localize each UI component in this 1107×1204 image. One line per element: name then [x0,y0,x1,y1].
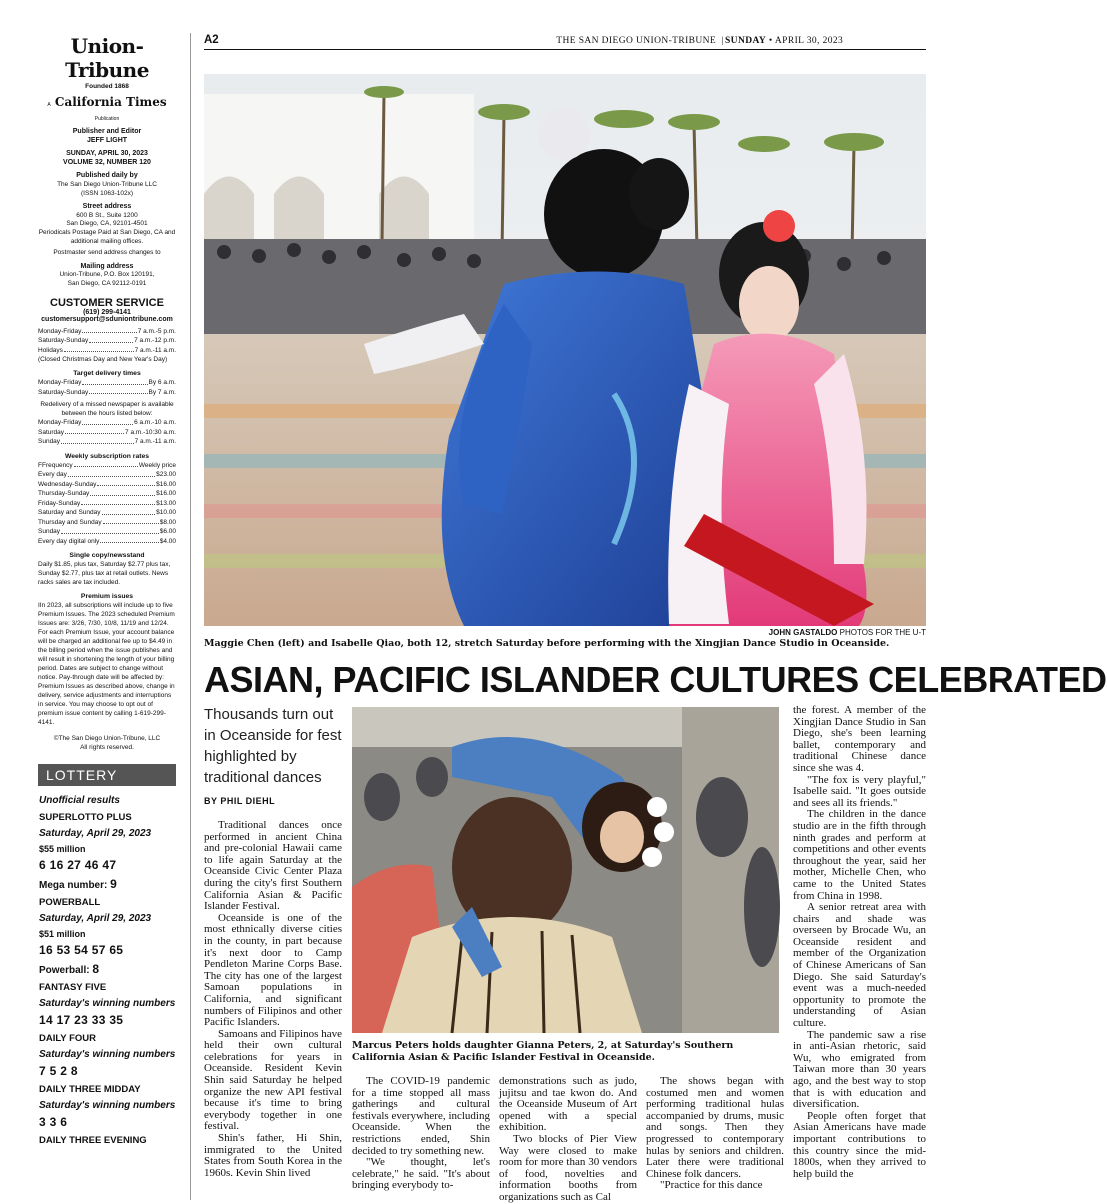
masthead-logo: Union-Tribune [65,34,149,82]
fantasy-five-date: Saturday's winning numbers [39,998,176,1009]
rate-row: Wednesday-Sunday $16.00 [38,480,176,488]
article-column-3 [499,1075,637,1203]
main-photo [204,74,926,626]
superlotto-prize: $55 million [39,844,86,854]
column-divider [190,33,191,1200]
published-by-block: Published daily by The San Diego Union-Tribune LLC (ISSN 1063-102x) [57,172,157,197]
lottery-title: LOTTERY [38,764,176,786]
paragraph: Samoans and Filipinos have held their own cultural celebrations for years in Oceanside. Resident Kevin Shin said Saturday he helped organize the new API festival because it's time to bring everybody together in one festival. [204,1027,342,1133]
superlotto-mega: Mega number: 9 [39,877,117,891]
article-column-1 [204,820,342,1200]
paragraph: The COVID-19 pandemic for a time stopped all mass gatherings and cultural festivals everywhere, including Oceanside. When the restrictions ended, Shin decided to try something new. [352,1075,490,1157]
page-header [204,34,926,50]
rates-title: Weekly subscription rates [64,452,150,460]
hours-row: Saturday-Sunday 7 a.m.-12 p.m. [38,337,176,344]
paragraph: demonstrations such as judo, jujitsu and tae kwon do. And the Oceanside Museum of Art opened with a special exhibition. [499,1075,637,1134]
superlotto-numbers: 6 16 27 46 47 [39,858,117,872]
paragraph: Shin's father, Hi Shin, immigrated to the United States from South Korea in the 1960s. Kevin Shin lived [204,1132,342,1179]
publisher-block: Publisher and Editor JEFF LIGHT [72,128,142,144]
paragraph: A senior retreat area with chairs and shade was overseen by Brocade Wu, an Oceanside resident and member of the Organization of Chinese Americans of San Diego. She said Saturday's event was a much-needed opportunity to promote the understanding of Asian culture. [793,901,926,1030]
secondary-photo-caption: Marcus Peters holds daughter Gianna Peters, 2, at Saturday's Southern California Asian & Pacific Islander Festival in Oceanside. [352,1040,734,1063]
paragraph: The pandemic saw a rise in anti-Asian rhetoric, said Wu, who emigrated from Taiwan more than 30 years ago, and the best way to stop that is with education and diversification. [793,1028,926,1111]
founded-line: Founded 1868 [85,83,129,90]
daily-four-numbers: 7 5 2 8 [39,1064,78,1078]
rate-row: Every day digital only $4.00 [38,537,176,545]
lottery-results [38,795,176,1146]
rate-row: Saturday and Sunday $10.00 [38,509,176,516]
fantasy-five-name: FANTASY FIVE [39,982,107,993]
redelivery-note: Redelivery of a missed newspaper is available between the hours listed below: [40,401,174,417]
rate-row: Every day $23.00 [38,471,176,478]
article-headline: ASIAN, PACIFIC ISLANDER CULTURES CELEBRATED [204,659,1107,700]
rate-row: FFrequency Weekly price [38,461,176,469]
page-number: A2 [204,34,219,46]
rate-row: Thursday and Sunday $8.00 [38,518,176,526]
paragraph: the forest. A member of the Xingjian Dance Studio in San Diego, she's been learning ballet, contemporary and traditional Chinese dance since she was 4. [793,704,926,774]
publication-date: SUNDAY • APRIL 30, 2023 [725,36,844,46]
rate-row: Friday-Sunday $13.00 [38,499,176,507]
daily-three-midday-name: DAILY THREE MIDDAY [39,1084,141,1095]
photo-credit: JOHN GASTALDO PHOTOS FOR THE U-T [768,628,926,637]
secondary-photo [352,707,779,1033]
hours-list [38,327,176,356]
paragraph: People often forget that Asian Americans have made important contributions to this country since the mid-1800s, when they arrived to help build the [793,1109,926,1180]
paragraph: Two blocks of Pier View Way were closed to make room for more than 30 vendors of food, novelties and information booths from organizations such as Cal [499,1132,637,1203]
fantasy-five-numbers: 14 17 23 33 35 [39,1013,124,1027]
customer-service-email[interactable]: customersupport@sduniontribune.com [41,315,173,323]
redelivery-row: Saturday 7 a.m.-10:30 a.m. [38,428,176,436]
street-address-block: Street address 600 B St., Suite 1200 San Diego, CA, 92101-4501 Periodicals Postage Paid at San Diego, CA and additional mailing offices. Postmaster send address changes to [38,203,176,257]
article-byline: BY PHIL DIEHL [204,796,276,806]
customer-service-phone[interactable]: (619) 299-4141 [83,308,131,316]
mailing-address-block: Mailing address Union-Tribune, P.O. Box 120191, San Diego, CA 92112-0191 [59,262,155,287]
article-deck: Thousands turn out in Oceanside for fest highlighted by traditional dances [204,706,342,786]
sidebar [38,34,176,1200]
dancers-illustration [204,74,926,626]
paragraph: "The fox is very playful," Isabelle said. "It goes outside and sees all its friends." [793,773,926,809]
daily-four-date: Saturday's winning numbers [39,1049,176,1060]
paragraph: The children in the dance studio are in the fifth through ninth grades and perform at competitions and other events throughout the year, said her mother, Michelle Chen, who came to the United States from China in 1998. [793,808,926,902]
single-copy-text: Daily $1.85, plus tax, Saturday $2.77 plus tax, Sunday $2.77, plus tax at retail outlets. News racks sales are tax included. [38,561,171,586]
rights-line: All rights reserved. [80,743,134,751]
paragraph: "We thought, let's celebrate," he said. "It's about bringing everybody to- [352,1156,490,1192]
powerball-name: POWERBALL [39,897,101,908]
hours-row: Monday-Friday 7 a.m.-5 p.m. [38,327,176,335]
delivery-row: Saturday-Sunday By 7 a.m. [38,388,176,396]
paragraph: Oceanside is one of the most ethnically diverse cities in the county, in part because it's next door to Camp Pendleton Marine Corps Base. The city has one of the largest Samoan populations in California, and significant numbers of Filipinos and other Pacific Islanders. [204,911,342,1029]
rate-row: Thursday-Sunday $16.00 [38,490,176,497]
powerball-prize: $51 million [39,929,86,939]
delivery-title: Target delivery times [73,370,141,377]
father-daughter-illustration [352,707,779,1033]
daily-three-evening-name: DAILY THREE EVENING [39,1135,147,1146]
superlotto-date: Saturday, April 29, 2023 [39,828,152,839]
publication-name: THE SAN DIEGO UNION-TRIBUNE | [556,36,724,46]
superlotto-name: SUPERLOTTO PLUS [39,812,132,823]
daily-three-midday-numbers: 3 3 6 [39,1115,68,1129]
powerball-pb: Powerball: 8 [39,962,100,976]
single-copy-title: Single copy/newsstand [69,552,145,559]
lottery-intro: Unofficial results [39,795,120,806]
main-photo-caption: Maggie Chen (left) and Isabelle Qiao, both 12, stretch Saturday before performing with the Xingjian Dance Studio in Oceanside. [204,638,890,649]
delivery-row: Monday-Friday By 6 a.m. [38,379,176,386]
copyright-line: ©The San Diego Union-Tribune, LLC [53,735,161,742]
paragraph: "Practice for this dance [660,1179,763,1192]
rate-row: Sunday $6.00 [38,528,176,535]
redelivery-row: Monday-Friday 6 a.m.-10 a.m. [38,419,176,426]
daily-three-midday-date: Saturday's winning numbers [39,1100,176,1111]
closed-note: (Closed Christmas Day and New Year's Day) [38,356,168,363]
redelivery-row: Sunday 7 a.m.-11 a.m. [38,438,176,445]
powerball-date: Saturday, April 29, 2023 [39,913,152,924]
article-column-5 [793,705,926,1200]
issue-block: SUNDAY, APRIL 30, 2023 VOLUME 32, NUMBER 120 [63,150,151,166]
rates-list [38,461,176,547]
premium-text: IIn 2023, all subscriptions will include up to five Premium Issues. The 2023 scheduled Premium Issues are: 3/26, 7/30, 10/8, 11/19 and 12/24. For each Premium Issue, your account balance will be charged an additional fee up to $4.49 in the billing period when the issue publishes and will result in shortening the length of your billing period. Dates are subject to change without notice. Pay-through date will be affected by: Premium Issues as described above, change in delivery, service adjustments and interruptions in service. You may choose to opt out of premium issue content by calling 1-619-299-4141. [38,602,175,726]
paragraph: The shows began with costumed men and women performing traditional hulas accompanied by drums, music and songs. Then they progressed to contemporary hulas by seniors and children. Later there were traditional Chinese folk dancers. [646,1075,784,1180]
daily-four-name: DAILY FOUR [39,1033,97,1044]
customer-service-title: CUSTOMER SERVICE [50,296,164,309]
article-column-4 [646,1076,784,1200]
article-column-2 [352,1076,490,1200]
premium-title: Premium issues [80,593,134,600]
california-times-logo: A California Times Publication [47,95,167,122]
paragraph: Traditional dances once performed in ancient China and pre-colonial Hawaii came to life again Saturday at the Oceanside Civic Center Plaza during the city's first Southern California Asian & Pacific Islander Festival. [204,819,342,913]
hours-row: Holidays 7 a.m.-11 a.m. [38,346,176,354]
powerball-numbers: 16 53 54 57 65 [39,943,124,957]
